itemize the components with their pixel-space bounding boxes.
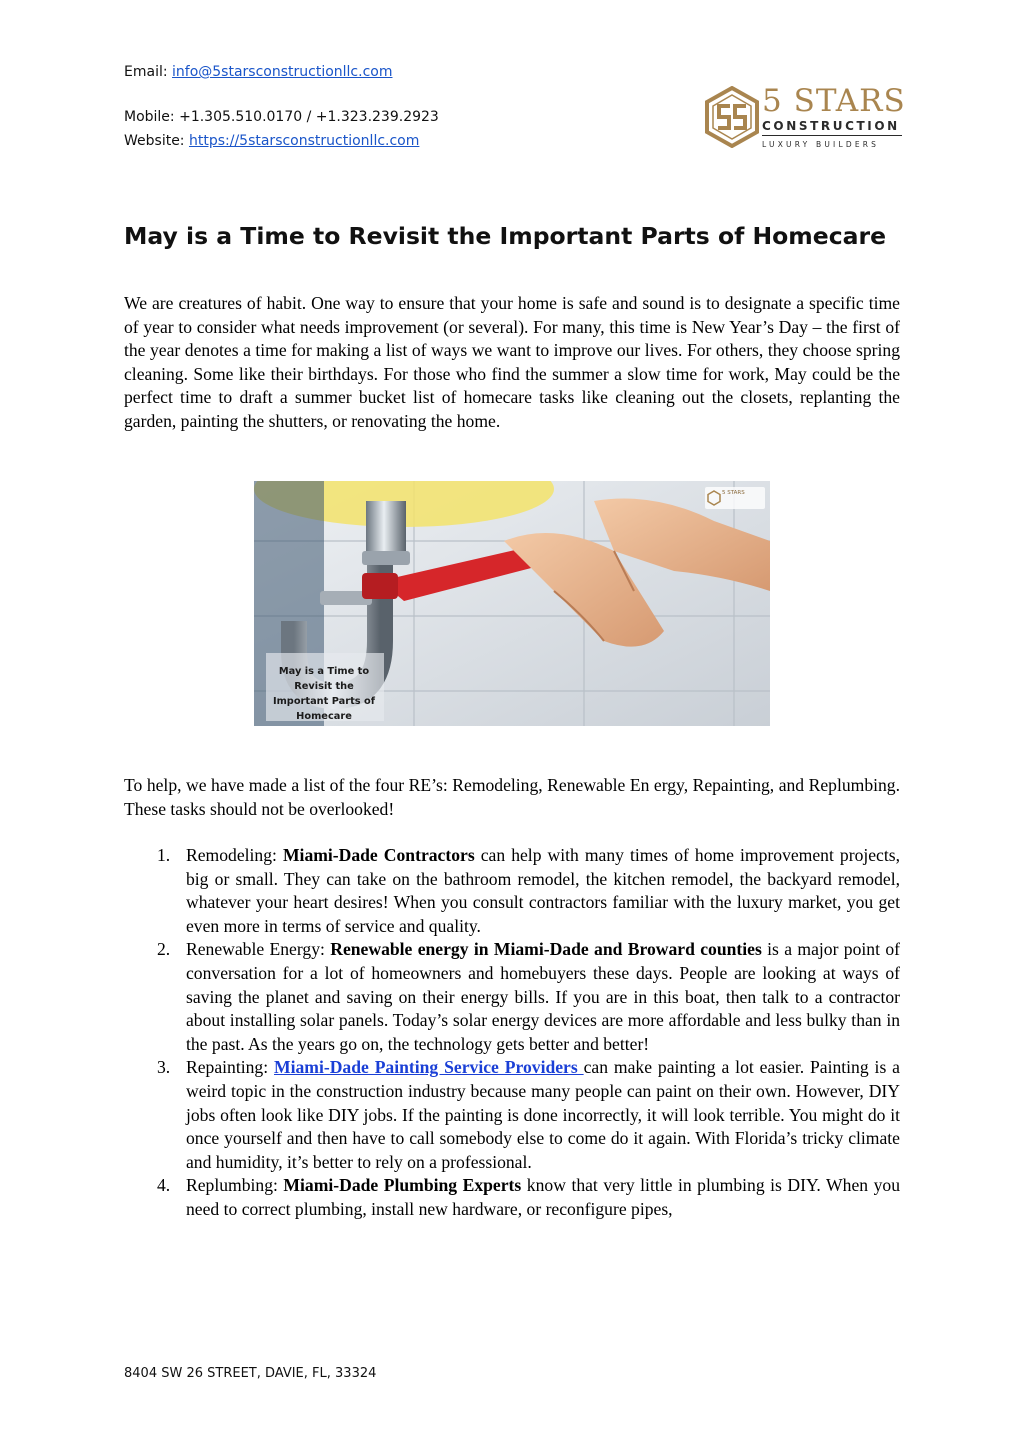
- item-text: can help with many times of home improvement projects, big or small. They can take on the bathroom remodel, the kitchen remodel, the backyard remodel, whatever your heart desires! When you consult contractors familiar with the luxury market, you get even more in terms of service and quality.: [186, 845, 900, 936]
- logo-construction: CONSTRUCTION: [762, 119, 900, 133]
- image-caption: May is a Time to Revisit the Important Parts of Homecare: [272, 666, 376, 722]
- painting-providers-link[interactable]: Miami-Dade Painting Service Providers: [274, 1057, 584, 1078]
- item-number: 2.: [157, 939, 171, 960]
- item-label: Remodeling:: [186, 845, 283, 865]
- item-emphasis: Miami-Dade Contractors: [282, 845, 475, 865]
- item-label: Renewable Energy:: [186, 939, 331, 960]
- item-number: 1.: [157, 845, 171, 865]
- list-intro: To help, we have made a list of the four RE’s: Remodeling, Renewable En ergy, Repainting, and Replumbing. These tasks should not be overlooked!: [124, 775, 900, 819]
- website-link[interactable]: https://5starsconstructionllc.com: [188, 133, 420, 149]
- item-text: know that very little in plumbing is DIY. When you need to correct plumbing, install new hardware, or reconfigure pipes,: [186, 1175, 900, 1219]
- hexagon-logo-icon: [704, 86, 760, 148]
- item-number: 4.: [157, 1175, 171, 1196]
- company-logo: [704, 84, 904, 150]
- list-item: [124, 1174, 900, 1221]
- logo-tagline: LUXURY BUILDERS: [762, 140, 880, 149]
- item-text: can make painting a lot easier. Painting is a weird topic in the construction industry because many people can paint on their own. However, DIY jobs often look like DIY jobs. If the painting is done incorrectly, it will look terrible. You might do it once yourself and then have to call somebody else to come do it again. With Florida’s tricky climate and humidity, it’s better to rely on a professional.: [186, 1057, 900, 1172]
- logo-divider: [762, 135, 902, 136]
- watermark-label: 5 STARS: [722, 490, 745, 496]
- item-number: 3.: [157, 1057, 171, 1078]
- footer-address: 8404 SW 26 STREET, DAVIE, FL, 33324: [124, 1366, 377, 1381]
- website-label: Website:: [124, 133, 189, 149]
- logo-name: 5 STARS: [762, 83, 906, 119]
- plumbing-photo: [254, 481, 770, 726]
- email-label: Email:: [124, 64, 173, 80]
- item-emphasis: Miami-Dade Plumbing Experts: [283, 1175, 522, 1196]
- email-link[interactable]: info@5starsconstructionllc.com: [172, 64, 393, 80]
- item-emphasis: Renewable energy in Miami-Dade and Broward counties: [330, 939, 762, 960]
- list-item: [124, 844, 900, 938]
- page-title: May is a Time to Revisit the Important Parts of Homecare: [124, 222, 887, 250]
- list-item: [124, 938, 900, 1056]
- list-item: [124, 1056, 900, 1174]
- email-line: [124, 63, 392, 81]
- watermark-logo: [705, 487, 765, 509]
- re-list: [124, 844, 900, 1222]
- mobile-line: Mobile: +1.305.510.0170 / +1.323.239.2923: [124, 109, 439, 125]
- intro-paragraph: We are creatures of habit. One way to ensure that your home is safe and sound is to designate a specific time of year to consider what needs improvement (or several). For many, this time is New Year’s Day – the first of the year denotes a time for making a list of ways we want to improve our lives. For others, they choose spring cleaning. Some like their birthdays. For those who find the summer a slow time for work, May could be the perfect time to draft a summer bucket list of homecare tasks like cleaning out the closets, replanting the garden, painting the shutters, or renovating the home.: [124, 293, 900, 431]
- watermark-hexagon-icon: [707, 490, 721, 506]
- item-label: Repainting:: [186, 1057, 274, 1078]
- website-line: [124, 132, 419, 150]
- item-label: Replumbing:: [186, 1175, 284, 1196]
- item-text: is a major point of conversation for a lot of homeowners and homebuyers these days. People are looking at ways of saving the planet and saving on their energy bills. If you are in this boat, then talk to a contractor about installing solar panels. Today’s solar energy devices are more affordable and less bulky than in the past. As the years go on, the technology gets better and better!: [186, 939, 900, 1054]
